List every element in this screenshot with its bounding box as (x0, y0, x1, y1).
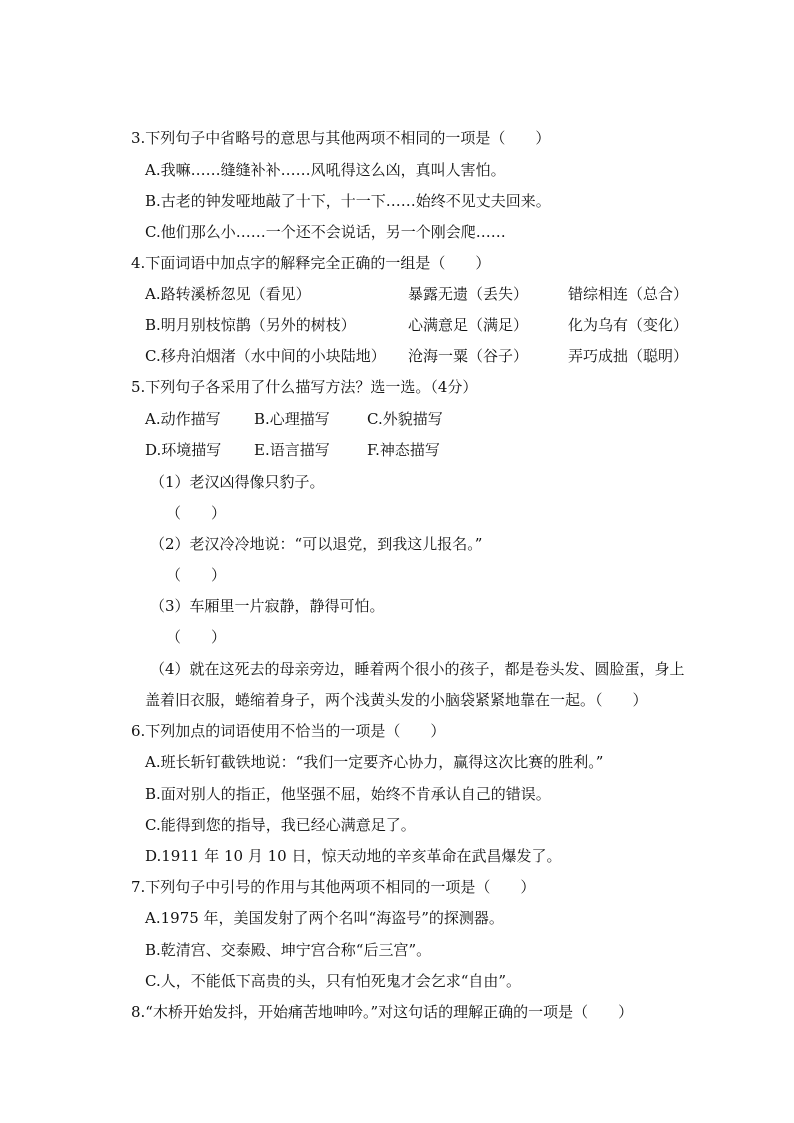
question-5-item-3: （3）车厢里一片寂静，静得可怕。 (150, 597, 385, 615)
question-4-row-a-col2: 暴露无遗（丢失） (408, 285, 529, 303)
question-4-row-a-col1: A.路转溪桥忽见（看见） (145, 285, 311, 303)
question-5-item-1: （1）老汉凶得像只豹子。 (150, 473, 325, 491)
question-6-stem: 6.下列加点的词语使用不恰当的一项是（ ） (131, 722, 446, 740)
question-3-stem: 3.下列句子中省略号的意思与其他两项不相同的一项是（ ） (131, 129, 551, 147)
question-6-option-b: B.面对别人的指正，他坚强不屈，始终不肯承认自己的错误。 (145, 785, 551, 803)
question-4-row-b-col3: 化为乌有（变化） (568, 316, 689, 334)
answer-blank[interactable]: （ ） (166, 504, 227, 522)
question-6-option-a: A.班长斩钉截铁地说：“我们一定要齐心协力，赢得这次比赛的胜利。” (145, 753, 604, 771)
question-4-row-b-col2: 心满意足（满足） (408, 316, 529, 334)
answer-blank[interactable]: （ ） (166, 628, 227, 646)
question-5-method-a: A.动作描写 (145, 410, 221, 428)
question-4-row-c-col2: 沧海一粟（谷子） (408, 347, 529, 365)
question-4-stem: 4.下面词语中加点字的解释完全正确的一组是（ ） (131, 254, 491, 272)
question-5-item-2: （2）老汉冷冷地说：“可以退党，到我这儿报名。” (150, 535, 483, 553)
question-4-row-a-col3: 错综相连（总合） (568, 285, 689, 303)
question-5-method-b: B.心理描写 (254, 410, 330, 428)
question-4-row-b-col1: B.明月别枝惊鹊（另外的树枝） (145, 316, 356, 334)
question-3-option-c: C.他们那么小……一个还不会说话，另一个刚会爬…… (145, 223, 506, 241)
question-4-row-c-col1: C.移舟泊烟渚（水中间的小块陆地） (145, 347, 386, 365)
question-8-stem: 8.“木桥开始发抖，开始痛苦地呻吟。”对这句话的理解正确的一项是（ ） (131, 1003, 634, 1021)
question-5-item-4: （4）就在这死去的母亲旁边，睡着两个很小的孩子，都是卷头发、圆脸蛋，身上 (150, 660, 685, 678)
question-5-method-f: F.神态描写 (367, 441, 440, 459)
question-5-method-c: C.外貌描写 (367, 410, 443, 428)
question-7-option-c: C.人，不能低下高贵的头，只有怕死鬼才会乞求“自由”。 (145, 972, 522, 990)
question-7-option-a: A.1975 年，美国发射了两个名叫“海盗号”的探测器。 (145, 909, 504, 927)
question-6-option-d: D.1911 年 10 月 10 日，惊天动地的辛亥革命在武昌爆发了。 (145, 847, 562, 865)
question-4-row-c-col3: 弄巧成拙（聪明） (568, 347, 689, 365)
question-5-method-d: D.环境描写 (145, 441, 222, 459)
question-3-option-b: B.古老的钟发哑地敲了十下，十一下……始终不见丈夫回来。 (145, 192, 551, 210)
question-5-stem: 5.下列句子各采用了什么描写方法？选一选。（4分） (131, 378, 478, 396)
question-7-option-b: B.乾清宫、交泰殿、坤宁宫合称“后三宫”。 (145, 941, 432, 959)
question-3-option-a: A.我嘛……缝缝补补……风吼得这么凶，真叫人害怕。 (145, 161, 506, 179)
answer-blank[interactable]: （ ） (166, 566, 227, 584)
question-7-stem: 7.下列句子中引号的作用与其他两项不相同的一项是（ ） (131, 878, 536, 896)
question-5-method-e: E.语言描写 (254, 441, 330, 459)
question-5-item-4-continuation: 盖着旧衣服，蜷缩着身子，两个浅黄头发的小脑袋紧紧地靠在一起。（ ） (145, 691, 648, 709)
question-6-option-c: C.能得到您的指导，我已经心满意足了。 (145, 816, 416, 834)
